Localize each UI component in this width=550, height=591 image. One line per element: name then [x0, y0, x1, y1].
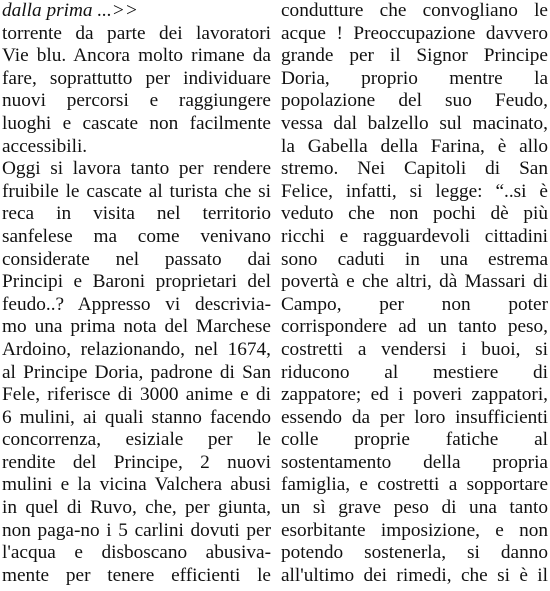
- article-column-right: [281, 0, 548, 587]
- text-line: considerate nel passato dai: [2, 248, 271, 270]
- text-line: all'ultimo dei rimedi, che si è il: [281, 564, 548, 586]
- text-line: mulini e la vicina Valchera abusi: [2, 474, 271, 496]
- text-line: in quel di Ruvo, che, per giunta,: [2, 497, 271, 519]
- text-line: accessibili.: [2, 135, 88, 157]
- text-line: mente per tenere efficienti le: [2, 564, 271, 586]
- text-line: sono caduti in una estrema: [281, 248, 548, 270]
- text-line: Oggi si lavora tanto per rendere: [2, 158, 271, 180]
- text-line: ricchi e ragguardevoli cittadini: [281, 225, 548, 247]
- text-line: sostentamento della propria: [281, 451, 548, 473]
- text-line: nuovi percorsi e raggiungere: [2, 90, 271, 112]
- text-line: non paga-no i 5 carlini dovuti per: [2, 519, 271, 541]
- text-line: colle proprie fatiche al: [281, 429, 548, 451]
- text-line: potendo sostenerla, si danno: [281, 542, 548, 564]
- text-line: mo una prima nota del Marchese: [2, 316, 271, 338]
- text-line: l'acqua e disboscano abusiva-: [2, 542, 271, 564]
- text-line: popolazione del suo Feudo,: [281, 90, 548, 112]
- text-line: feudo..? Appresso vi descrivia-: [2, 293, 271, 315]
- text-line: Vie blu. Ancora molto rimane da: [2, 45, 271, 67]
- text-line: stremo. Nei Capitoli di San: [281, 158, 548, 180]
- text-line: fare, soprattutto per individuare: [2, 67, 271, 89]
- text-line: al Principe Doria, padrone di San: [2, 361, 271, 383]
- text-line: vessa dal balzello sul macinato,: [281, 112, 548, 134]
- text-line: fruibile le cascate al turista che si: [2, 180, 271, 202]
- article-column-left: [2, 0, 271, 587]
- text-line: Principi e Baroni proprietari del: [2, 271, 271, 293]
- text-line: concorrenza, esiziale per le: [2, 429, 271, 451]
- text-line: corrispondere ad un tanto peso,: [281, 316, 548, 338]
- text-line: zappatore; ed i poveri zappatori,: [281, 384, 548, 406]
- text-line: esorbitante imposizione, e non: [281, 519, 548, 541]
- text-line: acque ! Preoccupazione davvero: [281, 22, 548, 44]
- text-line: sanfelese ma come venivano: [2, 225, 271, 247]
- text-line: Ardoino, relazionando, nel 1674,: [2, 338, 271, 360]
- text-line: reca in visita nel territorio: [2, 203, 271, 225]
- text-line: costretti a vendersi i buoi, si: [281, 338, 548, 360]
- text-line: essendo da per loro insufficienti: [281, 406, 548, 428]
- text-line: povertà e che altri, dà Massari di: [281, 271, 548, 293]
- text-line: Campo, per non poter: [281, 293, 548, 315]
- text-line: Felice, infatti, si legge: “..si è: [281, 180, 548, 202]
- text-line: un sì grave peso di una tanto: [281, 497, 548, 519]
- text-line: luoghi e cascate non facilmente: [2, 112, 271, 134]
- text-line: condutture che convogliano le: [281, 0, 548, 21]
- text-line: 6 mulini, ai quali stanno facendo: [2, 406, 271, 428]
- text-line: Fele, riferisce di 3000 anime e di: [2, 384, 271, 406]
- text-line: rendite del Principe, 2 nuovi: [2, 451, 271, 473]
- text-line: veduto che non pochi dè più: [281, 203, 548, 225]
- text-line: famiglia, e costretti a sopportare: [281, 474, 548, 496]
- text-line: riducono al mestiere di: [281, 361, 548, 383]
- text-line: la Gabella della Farina, è allo: [281, 135, 548, 157]
- text-line: torrente da parte dei lavoratori: [2, 22, 271, 44]
- continuation-kicker: dalla prima ...>>: [2, 0, 138, 21]
- text-line: grande per il Signor Principe: [281, 45, 548, 67]
- text-line: Doria, proprio mentre la: [281, 67, 548, 89]
